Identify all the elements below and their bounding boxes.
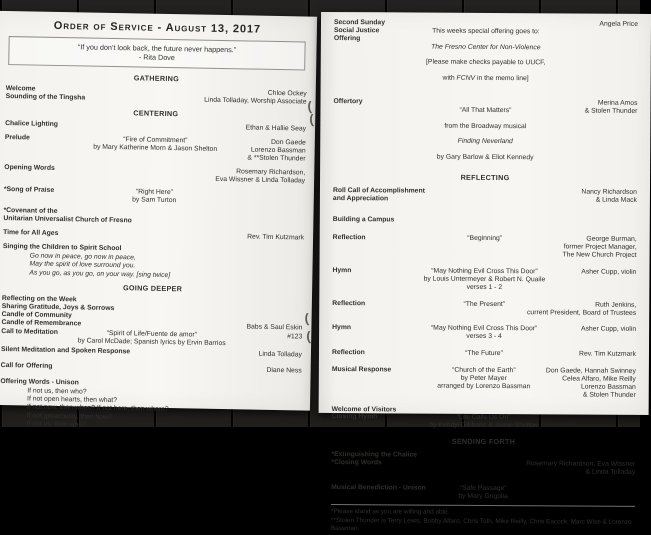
item-label: Singing the Children to Spirit School: [3, 243, 304, 256]
memo-code: FCNV: [457, 75, 476, 82]
item-detail: “Safe Passage” by Mary Grigolia: [458, 485, 508, 501]
item-label: *Covenant of the Unitarian Universalist Church of Fresno: [3, 207, 150, 225]
order-item-row: [332, 267, 636, 292]
section-heading-reflecting: REFLECTING: [333, 172, 637, 183]
order-item-row: [333, 98, 637, 171]
item-credit: Asher Cupp, violin: [541, 326, 636, 342]
memo-text: in the memo line]: [475, 75, 529, 82]
item-credit: [512, 485, 635, 502]
item-credit: Asher Cupp, violin: [549, 268, 636, 292]
item-label: Reflection: [332, 349, 461, 358]
item-label: Reflecting on the Week Sharing Gratitude, Joys & Sorrows Candle of Community: [2, 295, 149, 321]
item-label: Musical Benediction - Unison: [331, 484, 454, 501]
item-credit: Rev. Tim Kutzmark: [507, 350, 636, 359]
item-label: Offertory: [333, 98, 433, 169]
item-credit: Angela Price: [549, 20, 638, 91]
item-detail: “Fire of Commitment” by Mary Katherine Morn & Jason Shelton: [93, 136, 217, 162]
item-credit: Rev. Tim Kutzmark: [158, 232, 305, 243]
order-item-row: [3, 229, 304, 242]
item-label: Closing Hymn: [332, 413, 426, 429]
item-label: *Closing Words: [331, 459, 479, 476]
item-label: Welcome Sounding of the Tingsha: [6, 85, 153, 103]
offering-detail-line: [Please make checks payable to UUCF,: [426, 59, 545, 68]
song-source-line: from the Broadway musical: [437, 122, 534, 130]
item-credit: Rosemary Richardson, Eva Wissner & Linda Tolladay: [487, 460, 635, 477]
item-credit: Diane Ness: [155, 365, 302, 376]
item-detail: [437, 99, 534, 170]
item-credit: Chloe Ockey Linda Tolladay, Worship Associate: [160, 88, 307, 106]
item-detail: “Right Here” by Sam Turton: [132, 188, 176, 205]
item-label: Hymn: [332, 267, 419, 291]
quote-text: “If you don’t look back, the future never happens.”: [13, 41, 300, 56]
musical-title: Finding Neverland: [437, 138, 534, 146]
order-item-row: [332, 300, 636, 318]
section-heading-centering: CENTERING: [5, 106, 306, 121]
item-label: *Song of Praise: [4, 186, 129, 204]
right-page: [319, 12, 651, 415]
order-item-row: [3, 207, 304, 228]
item-credit: [180, 189, 305, 207]
quote-attribution: - Rita Dove: [13, 51, 300, 66]
page-title: Order of Service - August 13, 2017: [7, 19, 308, 37]
item-credit: George Burman, former Project Manager, The New Church Project: [506, 235, 637, 259]
offering-org-name: The Fresno Center for Non-Violence: [426, 43, 545, 52]
footnote-divider: [331, 504, 635, 507]
item-credit: [156, 298, 303, 324]
item-detail: “Beginning”: [467, 235, 502, 259]
item-detail: [426, 20, 546, 92]
order-item-row: [334, 19, 638, 92]
item-label: Welcome of Visitors: [332, 406, 480, 415]
order-item-row: [332, 413, 636, 431]
song-title: “All That Matters”: [437, 106, 534, 114]
item-detail: “The Present”: [463, 300, 505, 316]
item-label: Silent Meditation and Spoken Response: [1, 346, 148, 357]
order-item-row: [1, 362, 302, 375]
footnote-stolen-thunder: **Stolen Thunder is Terry Lewis, Bobby Alfaro, Chris Toth, Mike Reilly, Chris Eacock, Marc Wise & Lorenzo Bassman.: [331, 517, 635, 535]
order-item-row: [333, 216, 637, 226]
left-page: [0, 11, 317, 411]
item-label: Time for All Ages: [3, 229, 150, 240]
order-item-row: [332, 366, 636, 399]
item-detail: “The Future”: [465, 350, 503, 358]
item-credit: Ethan & Hallie Seay: [160, 123, 307, 134]
item-label: Reflection: [332, 300, 459, 317]
order-item-row: [2, 243, 304, 282]
offering-detail-line: This weeks special offering goes to:: [426, 27, 545, 36]
order-item-row: [4, 134, 305, 163]
order-item-row: [5, 120, 306, 133]
item-detail: “May Nothing Evil Cross This Door” by Louis Untermeyer & Robert N. Quaile verses 1 - 2: [424, 268, 546, 292]
order-item-row: [4, 186, 305, 207]
item-credit: Don Gaede Lorenzo Bassman & **Stolen Thunder: [221, 138, 306, 163]
order-item-row: [331, 484, 635, 502]
item-credit: [542, 415, 636, 431]
item-credit: Ruth Jenkins, current President, Board of Trustees: [509, 301, 636, 318]
order-item-row: [332, 324, 636, 342]
item-credit: Rosemary Richardson, Eva Wissner & Linda Tolladay: [159, 167, 306, 185]
item-credit: #123: [230, 332, 303, 349]
item-label: Prelude: [4, 134, 89, 159]
footnote-stand: *Please stand as you are willing and able.: [331, 508, 635, 518]
order-item-row: [331, 459, 635, 477]
order-item-row: [4, 164, 305, 185]
item-credit: Merina Amos & Stolen Thunder: [537, 99, 637, 170]
children-song-verse: Go now in peace, go now in peace, May the spirit of love surround you. As you go, as you go, on your way. [sing twice]: [2, 252, 303, 282]
item-label: Hymn: [332, 324, 427, 340]
section-heading-sending-forth: SENDING FORTH: [331, 436, 635, 447]
item-label: Opening Words: [4, 164, 151, 182]
item-credit: Linda Tolladay: [155, 349, 302, 360]
item-label: Building a Campus: [333, 216, 481, 225]
order-item-row: [332, 349, 636, 359]
item-label: *Extinguishing the Chalice: [331, 451, 479, 460]
item-credit: [489, 216, 637, 225]
pen-mark: (: [308, 111, 313, 126]
order-item-row: [333, 234, 637, 259]
item-label: Reflection: [333, 234, 464, 258]
item-credit: Babs & Saul Eskin: [156, 322, 303, 333]
song-credit-line: by Gary Barlow & Eliot Kennedy: [437, 154, 534, 162]
item-credit: Don Gaede, Hannah Swinney Celea Alfaro, Mike Reilly Lorenzo Bassman & Stolen Thunder: [534, 367, 636, 399]
section-heading-gathering: GATHERING: [6, 71, 307, 86]
item-label: Offering Words - Unison: [0, 378, 301, 391]
item-label: Second Sunday Social Justice Offering: [334, 19, 423, 90]
quote-box: [8, 36, 305, 70]
offering-detail-line: [426, 75, 545, 84]
item-detail: “Church of the Earth” by Peter Mayer arranged by Lorenzo Bassman: [437, 367, 530, 399]
item-detail: “Life Calls Us On” by Kendyl Gibbons & Jason Shelton: [429, 414, 538, 430]
item-label: Call to Meditation: [1, 328, 74, 345]
item-label: Roll Call of Accomplishment and Appreciation: [333, 187, 481, 204]
section-heading-going-deeper: GOING DEEPER: [2, 281, 303, 296]
pen-mark: (: [305, 328, 310, 343]
item-label: Call for Offering: [1, 362, 148, 373]
item-detail: “Spirit of Life/Fuente de amor” by Carol McDade; Spanish lyrics by Ervin Barrios: [78, 330, 226, 348]
item-detail: “May Nothing Evil Cross This Door” verses 3 - 4: [431, 325, 537, 341]
order-item-row: [333, 187, 637, 205]
unison-offering-verse: If not us, then who? If not open hearts, then what? If not now, then when? If not here, then where? If not generously, then how? If not us, then who?: [0, 387, 301, 434]
pen-mark: (: [304, 310, 309, 325]
item-label: Chalice Lighting: [5, 120, 152, 131]
item-label: Candle of Remembrance: [1, 319, 148, 330]
memo-text: with: [443, 75, 457, 82]
item-label: Musical Response: [332, 366, 434, 398]
order-item-row: [6, 85, 307, 106]
item-credit: [158, 210, 305, 228]
pen-mark: (: [307, 98, 312, 113]
order-item-row: [0, 378, 301, 434]
item-credit: Nancy Richardson & Linda Mack: [489, 188, 637, 205]
